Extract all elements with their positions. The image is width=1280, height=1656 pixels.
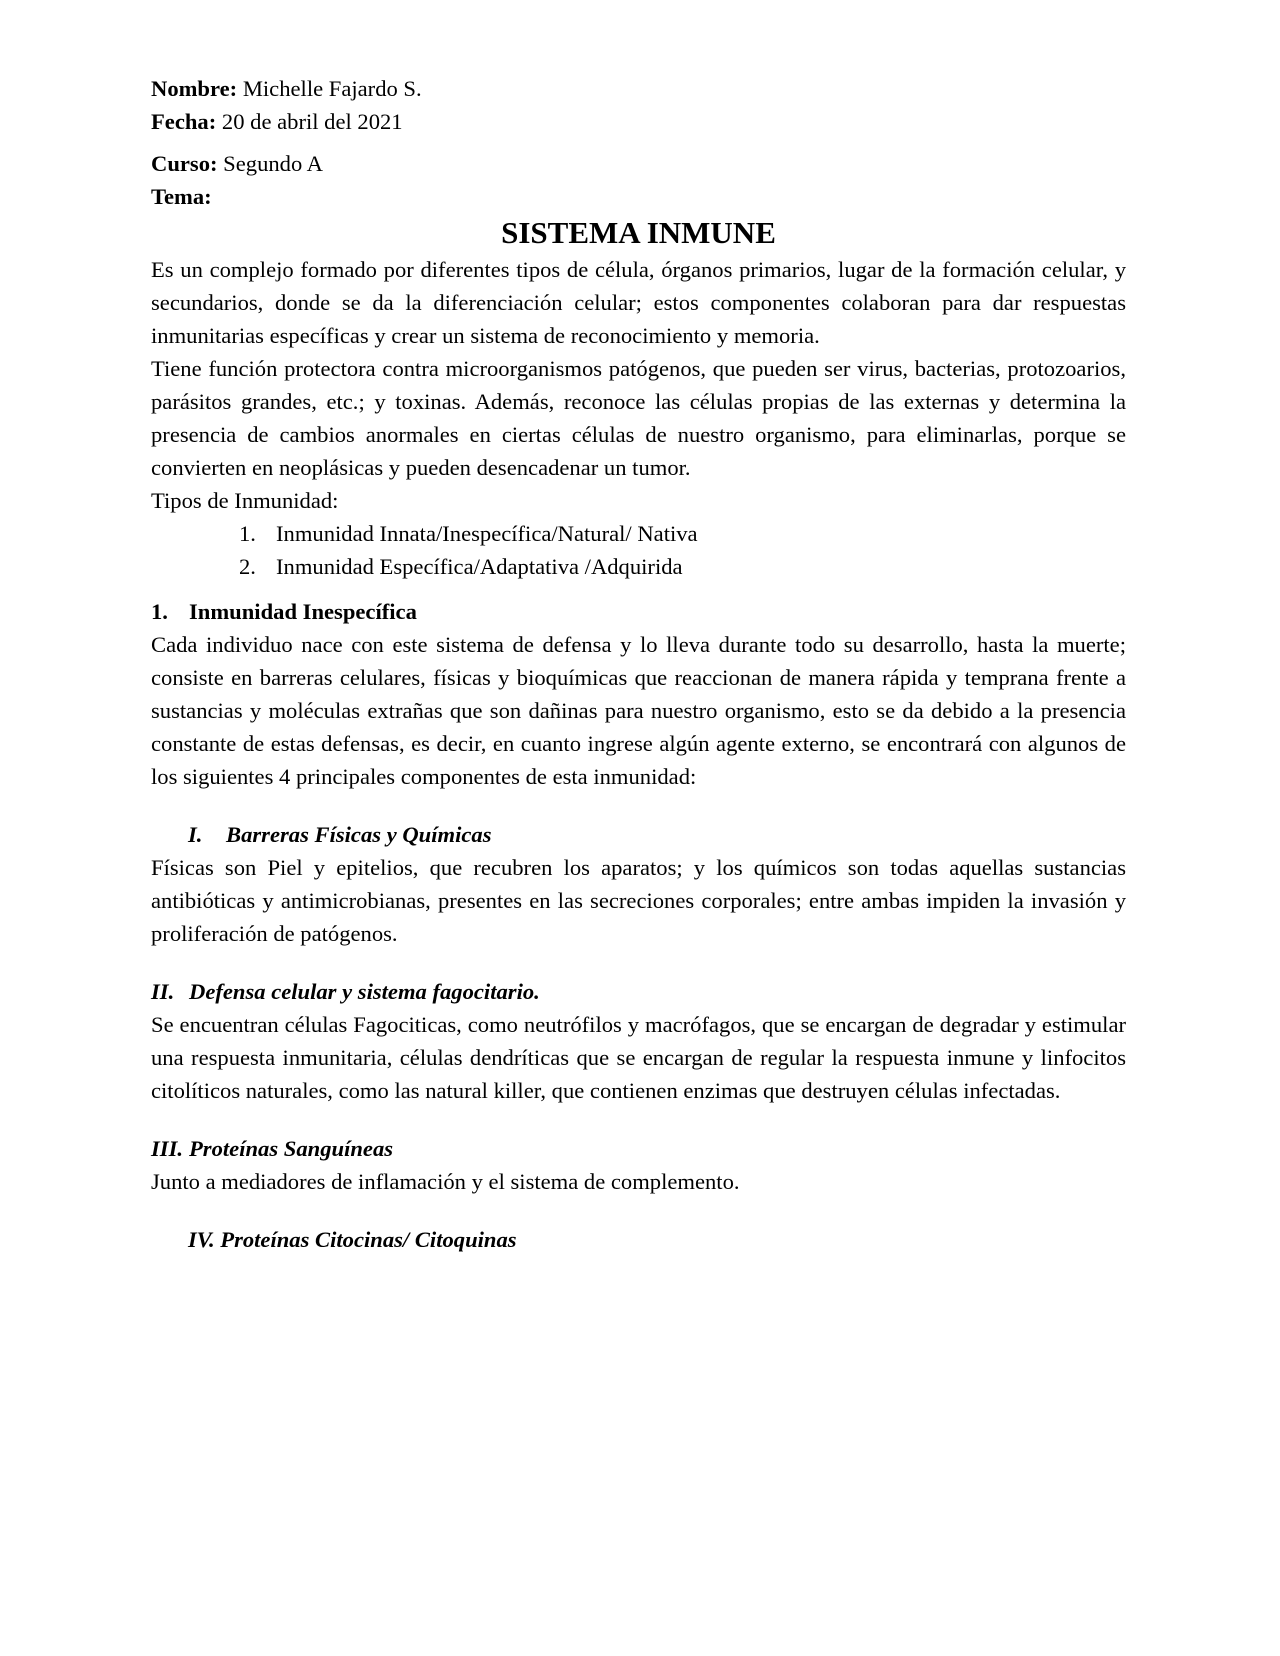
course-value: Segundo A bbox=[217, 151, 323, 176]
header-block bbox=[151, 72, 1126, 213]
topic-label: Tema: bbox=[151, 184, 212, 209]
component-body-3: Junto a mediadores de inflamación y el sistema de complemento. bbox=[151, 1169, 740, 1194]
date-line bbox=[151, 105, 1126, 138]
component-body-2: Se encuentran células Fagociticas, como neutrófilos y macrófagos, que se encargan de degradar y estimular una respuesta inmunitaria, células dendríticas que se encargan de regular la respuesta inmune y linfocitos citolíticos naturales, como las natural killer, que contienen enzimas que destruyen células infectadas. bbox=[151, 1012, 1126, 1103]
component-title: Barreras Físicas y Químicas bbox=[226, 822, 492, 847]
component-title: Proteínas Citocinas/ Citoquinas bbox=[220, 1227, 517, 1252]
section1-body: Cada individuo nace con este sistema de defensa y lo lleva durante todo su desarrollo, hasta la muerte; consiste en barreras celulares, físicas y bioquímicas que reaccionan de manera rápida y temprana frente a sustancias y moléculas extrañas que son dañinas para nuestro organismo, esto se da debido a la presencia constante de estas defensas, es decir, en cuanto ingrese algún agente externo, se encontrará con algunos de los siguientes 4 principales componentes de esta inmunidad: bbox=[151, 632, 1126, 789]
component-number: III. bbox=[151, 1136, 184, 1161]
types-list bbox=[151, 517, 1126, 583]
component-heading-4 bbox=[151, 1223, 1126, 1256]
list-item-number: 1. bbox=[239, 521, 256, 546]
section-number: 1. bbox=[151, 599, 168, 624]
component-number: II. bbox=[151, 979, 175, 1004]
name-value: Michelle Fajardo S. bbox=[237, 76, 422, 101]
component-heading-3 bbox=[151, 1132, 1126, 1165]
component-title: Defensa celular y sistema fagocitario. bbox=[189, 979, 540, 1004]
section-heading-1 bbox=[151, 595, 1126, 628]
component-number: IV. bbox=[188, 1227, 215, 1252]
name-line bbox=[151, 72, 1126, 105]
intro-paragraph-1: Es un complejo formado por diferentes tipos de célula, órganos primarios, lugar de la formación celular, y secundarios, donde se da la diferenciación celular; estos componentes colaboran para dar respuestas inmunitarias específicas y crear un sistema de reconocimiento y memoria. bbox=[151, 257, 1126, 348]
course-line bbox=[151, 147, 1126, 180]
list-item-label: Inmunidad Innata/Inespecífica/Natural/ Nativa bbox=[276, 521, 698, 546]
component-number: I. bbox=[188, 822, 203, 847]
component-heading-2 bbox=[151, 975, 1126, 1008]
list-item-number: 2. bbox=[239, 554, 256, 579]
intro-paragraph-2: Tiene función protectora contra microorganismos patógenos, que pueden ser virus, bacterias, protozoarios, parásitos grandes, etc.; y toxinas. Además, reconoce las células propias de las externas y determina la presencia de cambios anormales en ciertas células de nuestro organismo, para eliminarlas, porque se convierten en neoplásicas y pueden desencadenar un tumor. bbox=[151, 356, 1126, 480]
component-heading-1 bbox=[151, 818, 1126, 851]
list-item-label: Inmunidad Específica/Adaptativa /Adquirida bbox=[276, 554, 683, 579]
date-value: 20 de abril del 2021 bbox=[216, 109, 403, 134]
date-label: Fecha: bbox=[151, 109, 217, 134]
document-page bbox=[151, 72, 1126, 1256]
topic-line bbox=[151, 180, 1126, 213]
list-item bbox=[151, 550, 1126, 583]
page-title: SISTEMA INMUNE bbox=[501, 215, 776, 250]
name-label: Nombre: bbox=[151, 76, 238, 101]
list-item bbox=[151, 517, 1126, 550]
section-title: Inmunidad Inespecífica bbox=[189, 599, 417, 624]
component-title: Proteínas Sanguíneas bbox=[189, 1136, 394, 1161]
course-label: Curso: bbox=[151, 151, 218, 176]
types-intro: Tipos de Inmunidad: bbox=[151, 488, 339, 513]
component-body-1: Físicas son Piel y epitelios, que recubren los aparatos; y los químicos son todas aquellas sustancias antibióticas y antimicrobianas, presentes en las secreciones corporales; entre ambas impiden la invasión y proliferación de patógenos. bbox=[151, 855, 1126, 946]
